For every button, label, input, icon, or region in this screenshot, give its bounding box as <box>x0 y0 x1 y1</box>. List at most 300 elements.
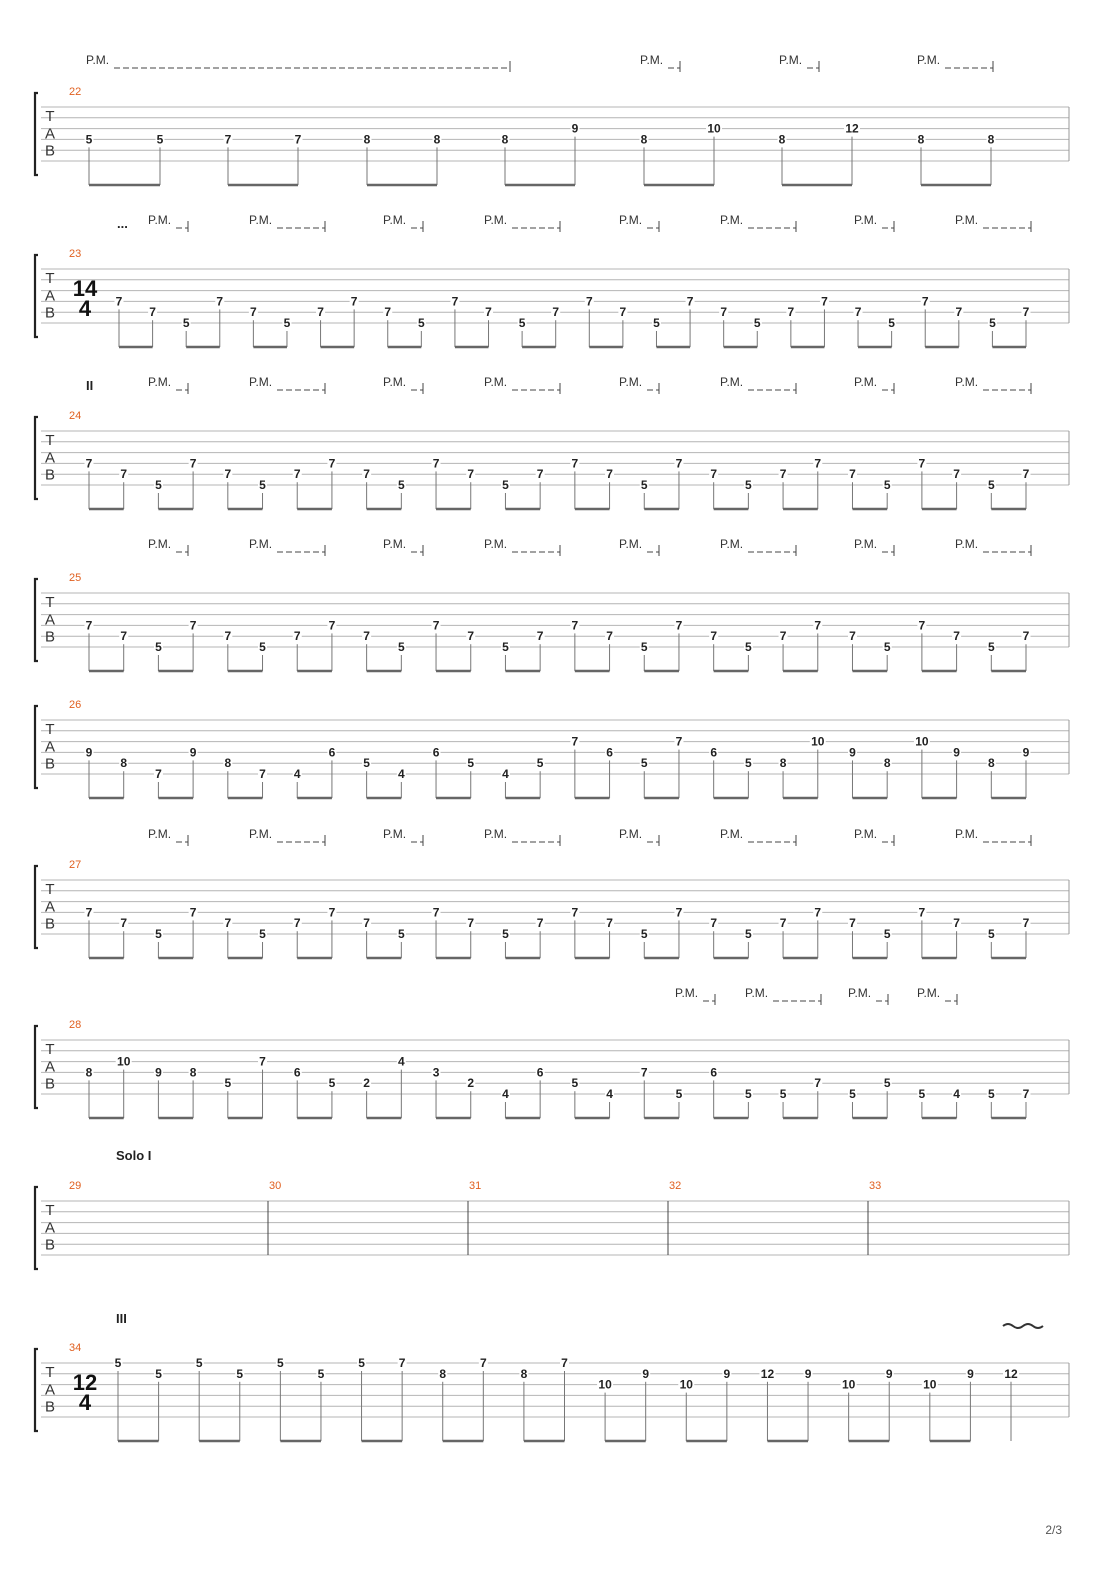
fret-number: 5 <box>779 1087 787 1101</box>
fret-number: 4 <box>606 1087 613 1101</box>
fret-number: 7 <box>1022 467 1030 482</box>
fret-number: 7 <box>85 456 93 471</box>
palm-mute-label: P.M. <box>383 827 407 841</box>
fret-number: 8 <box>363 132 371 147</box>
fret-number: 5 <box>849 1087 856 1101</box>
fret-number: 6 <box>536 1065 544 1080</box>
fret-number: 7 <box>85 618 93 633</box>
fret-number: 4 <box>397 767 405 781</box>
fret-number: 7 <box>606 629 613 644</box>
tab-clef-letter: B <box>44 466 56 484</box>
fret-number: 7 <box>328 456 336 471</box>
fret-number: 7 <box>814 618 822 633</box>
fret-number: 10 <box>679 1377 693 1392</box>
tab-system <box>35 53 1069 185</box>
tab-system <box>35 986 1069 1118</box>
tab-clef-letter: A <box>44 738 56 756</box>
palm-mute-label: P.M. <box>955 375 979 389</box>
palm-mute-label: P.M. <box>917 986 941 1000</box>
fret-number: 7 <box>328 618 336 633</box>
fret-number: 9 <box>189 745 197 760</box>
fret-number: 7 <box>921 294 929 309</box>
fret-number: 7 <box>606 467 613 482</box>
fret-number: 4 <box>953 1087 960 1101</box>
palm-mute-label: P.M. <box>854 827 878 841</box>
fret-number: 7 <box>779 916 787 931</box>
fret-number: 9 <box>155 1065 162 1080</box>
tab-system <box>35 827 1069 958</box>
fret-number: 4 <box>502 767 509 781</box>
fret-number: 7 <box>224 467 232 482</box>
palm-mute-label: P.M. <box>484 827 508 841</box>
palm-mute-label: P.M. <box>640 53 664 67</box>
palm-mute-label: P.M. <box>779 53 803 67</box>
palm-mute-label: P.M. <box>484 213 508 227</box>
palm-mute-label: P.M. <box>148 375 172 389</box>
time-signature-top: 14 <box>72 276 98 301</box>
palm-mute-label: P.M. <box>619 537 643 551</box>
palm-mute-label: P.M. <box>249 375 273 389</box>
fret-number: 7 <box>536 916 544 931</box>
tab-system <box>35 1311 1069 1441</box>
fret-number: 7 <box>363 467 370 482</box>
fret-number: 3 <box>432 1065 440 1080</box>
fret-number: 5 <box>640 640 648 654</box>
fret-number: 7 <box>606 916 613 931</box>
tab-clef-letter: A <box>44 898 56 916</box>
palm-mute-label: P.M. <box>675 986 699 1000</box>
fret-number: 7 <box>552 305 560 320</box>
palm-mute-label: P.M. <box>848 986 872 1000</box>
fret-number: 7 <box>432 905 440 920</box>
fret-number: 7 <box>224 629 232 644</box>
fret-number: 7 <box>918 618 926 633</box>
fret-number: 7 <box>536 467 544 482</box>
fret-number: 7 <box>814 1076 822 1091</box>
staff-bracket <box>35 706 38 788</box>
fret-number: 5 <box>745 478 752 492</box>
fret-number: 9 <box>849 745 856 760</box>
fret-number: 7 <box>224 132 232 147</box>
tab-clef-letter: T <box>45 270 55 287</box>
fret-number: 5 <box>224 1076 232 1091</box>
staff-bracket <box>35 1026 38 1108</box>
fret-number: 7 <box>485 305 492 320</box>
tab-clef-letter: A <box>44 1058 56 1076</box>
fret-number: 5 <box>114 1356 122 1370</box>
fret-number: 5 <box>989 316 996 330</box>
tab-clef-letter: T <box>45 432 55 449</box>
fret-number: 7 <box>350 294 358 309</box>
tab-clef-letter: B <box>44 628 56 646</box>
fret-number: 9 <box>967 1366 974 1381</box>
time-signature-bottom: 4 <box>78 1390 92 1415</box>
fret-number: 7 <box>479 1356 487 1370</box>
tab-clef-letter: B <box>44 915 56 933</box>
fret-number: 7 <box>710 629 718 644</box>
fret-number: 7 <box>953 916 960 931</box>
fret-number: 7 <box>536 629 544 644</box>
tab-clef-letter: B <box>44 142 56 160</box>
fret-number: 5 <box>883 478 891 492</box>
fret-number: 5 <box>317 1366 325 1381</box>
tab-clef-letter: T <box>45 1041 55 1058</box>
fret-number: 5 <box>745 1087 752 1101</box>
fret-number: 10 <box>841 1377 856 1392</box>
fret-number: 5 <box>987 927 995 941</box>
fret-number: 7 <box>710 916 718 931</box>
fret-number: 7 <box>585 294 593 309</box>
fret-number: 7 <box>293 916 301 931</box>
tab-clef-letter: T <box>45 1202 55 1219</box>
fret-number: 9 <box>642 1366 650 1381</box>
measure-number: 32 <box>669 1180 682 1192</box>
measure-number: 33 <box>869 1180 882 1192</box>
fret-number: 12 <box>760 1366 775 1381</box>
fret-number: 9 <box>804 1366 812 1381</box>
fret-number: 5 <box>328 1076 336 1091</box>
fret-number: 7 <box>467 467 475 482</box>
fret-number: 7 <box>328 905 336 920</box>
text-mark: Solo I <box>116 1148 152 1163</box>
fret-number: 7 <box>849 467 856 482</box>
fret-number: 5 <box>155 640 162 654</box>
fret-number: 5 <box>536 756 544 771</box>
fret-number: 6 <box>710 1065 718 1080</box>
palm-mute-label: P.M. <box>619 375 643 389</box>
fret-number: 5 <box>918 1087 926 1101</box>
fret-number: 2 <box>467 1076 475 1091</box>
palm-mute-label: P.M. <box>484 537 508 551</box>
fret-number: 5 <box>363 756 370 771</box>
fret-number: 7 <box>293 629 301 644</box>
time-signature-top: 12 <box>72 1370 98 1395</box>
palm-mute-label: P.M. <box>955 537 979 551</box>
fret-number: 8 <box>779 756 787 771</box>
tab-system <box>35 213 1069 347</box>
fret-number: 6 <box>432 745 440 760</box>
fret-number: 5 <box>85 132 93 147</box>
fret-number: 5 <box>467 756 475 771</box>
tab-clef-letter: A <box>44 1381 56 1399</box>
fret-number: 7 <box>814 905 822 920</box>
fret-number: 4 <box>397 1054 405 1069</box>
fret-number: 5 <box>155 1366 162 1381</box>
measure-number: 22 <box>69 86 82 98</box>
fret-number: 5 <box>753 316 761 330</box>
fret-number: 5 <box>640 927 648 941</box>
fret-number: 5 <box>640 478 648 492</box>
fret-number: 9 <box>1022 745 1030 760</box>
page-number: 2/3 <box>1045 1523 1062 1537</box>
fret-number: 7 <box>1022 305 1030 320</box>
fret-number: 12 <box>1004 1366 1018 1381</box>
palm-mute-label: P.M. <box>720 213 744 227</box>
fret-number: 7 <box>1022 1087 1030 1101</box>
time-signature-bottom: 4 <box>78 296 92 321</box>
fret-number: 8 <box>224 756 232 771</box>
fret-number: 10 <box>598 1377 612 1392</box>
fret-number: 7 <box>432 456 440 471</box>
fret-number: 7 <box>849 629 856 644</box>
palm-mute-label: P.M. <box>86 53 110 67</box>
fret-number: 8 <box>120 756 128 771</box>
text-mark: ... <box>117 216 128 231</box>
tab-system <box>35 537 1069 671</box>
tab-clef-letter: A <box>44 449 56 467</box>
palm-mute-label: P.M. <box>854 213 878 227</box>
palm-mute-label: P.M. <box>955 213 979 227</box>
vibrato-mark <box>1003 1324 1043 1328</box>
palm-mute-label: P.M. <box>249 537 273 551</box>
tab-clef-letter: B <box>44 755 56 773</box>
fret-number: 5 <box>883 927 891 941</box>
fret-number: 7 <box>675 618 683 633</box>
fret-number: 8 <box>987 132 995 147</box>
fret-number: 5 <box>259 927 266 941</box>
fret-number: 7 <box>120 916 128 931</box>
tab-clef-letter: T <box>45 108 55 125</box>
fret-number: 8 <box>778 132 786 147</box>
fret-number: 7 <box>675 734 683 749</box>
fret-number: 8 <box>917 132 925 147</box>
fret-number: 7 <box>675 456 683 471</box>
text-mark: II <box>86 378 94 393</box>
fret-number: 6 <box>328 745 336 760</box>
palm-mute-label: P.M. <box>854 537 878 551</box>
fret-number: 8 <box>85 1065 93 1080</box>
palm-mute-label: P.M. <box>955 827 979 841</box>
measure-number: 24 <box>69 410 82 422</box>
tab-clef-letter: A <box>44 611 56 629</box>
text-mark: III <box>116 1311 127 1326</box>
fret-number: 8 <box>433 132 441 147</box>
palm-mute-label: P.M. <box>720 827 744 841</box>
fret-number: 5 <box>987 1087 995 1101</box>
fret-number: 7 <box>571 456 579 471</box>
tab-clef-letter: T <box>45 721 55 738</box>
fret-number: 5 <box>397 478 405 492</box>
fret-number: 5 <box>745 927 752 941</box>
fret-number: 5 <box>675 1087 683 1101</box>
staff-bracket <box>35 93 38 175</box>
fret-number: 9 <box>85 745 93 760</box>
fret-number: 9 <box>571 121 579 136</box>
fret-number: 7 <box>85 905 93 920</box>
fret-number: 7 <box>675 905 683 920</box>
fret-number: 7 <box>216 294 224 309</box>
palm-mute-label: P.M. <box>383 537 407 551</box>
palm-mute-label: P.M. <box>484 375 508 389</box>
palm-mute-label: P.M. <box>383 375 407 389</box>
fret-number: 8 <box>883 756 891 771</box>
staff-bracket <box>35 1349 38 1431</box>
fret-number: 5 <box>883 640 891 654</box>
palm-mute-label: P.M. <box>148 827 172 841</box>
measure-number: 28 <box>69 1019 82 1031</box>
tab-clef-letter: B <box>44 1075 56 1093</box>
measure-number: 27 <box>69 859 82 871</box>
fret-number: 7 <box>189 456 197 471</box>
tab-clef-letter: T <box>45 881 55 898</box>
fret-number: 8 <box>189 1065 197 1080</box>
fret-number: 7 <box>115 294 123 309</box>
fret-number: 7 <box>189 618 197 633</box>
fret-number: 7 <box>467 629 475 644</box>
fret-number: 5 <box>987 478 995 492</box>
fret-number: 4 <box>502 1087 509 1101</box>
fret-number: 5 <box>518 316 526 330</box>
staff-bracket <box>35 866 38 948</box>
fret-number: 7 <box>432 618 440 633</box>
fret-number: 7 <box>779 629 787 644</box>
fret-number: 5 <box>195 1356 203 1370</box>
fret-number: 7 <box>224 916 232 931</box>
fret-number: 7 <box>120 467 128 482</box>
fret-number: 7 <box>918 905 926 920</box>
palm-mute-label: P.M. <box>148 213 172 227</box>
fret-number: 9 <box>723 1366 731 1381</box>
fret-number: 7 <box>398 1356 406 1370</box>
fret-number: 5 <box>745 756 752 771</box>
fret-number: 8 <box>439 1366 447 1381</box>
measure-number: 23 <box>69 248 82 260</box>
fret-number: 5 <box>745 640 752 654</box>
fret-number: 5 <box>640 756 648 771</box>
fret-number: 7 <box>953 629 960 644</box>
palm-mute-label: P.M. <box>720 375 744 389</box>
palm-mute-label: P.M. <box>854 375 878 389</box>
fret-number: 5 <box>182 316 190 330</box>
fret-number: 5 <box>987 640 995 654</box>
fret-number: 10 <box>707 121 721 136</box>
fret-number: 7 <box>571 734 579 749</box>
fret-number: 5 <box>502 478 509 492</box>
fret-number: 8 <box>640 132 648 147</box>
tab-system <box>35 699 1069 798</box>
fret-number: 7 <box>821 294 828 309</box>
tab-clef-letter: A <box>44 125 56 143</box>
measure-number: 29 <box>69 1180 82 1192</box>
fret-number: 7 <box>259 1054 266 1069</box>
tab-clef-letter: A <box>44 287 56 305</box>
fret-number: 7 <box>779 467 787 482</box>
fret-number: 7 <box>120 629 128 644</box>
fret-number: 5 <box>277 1356 284 1370</box>
palm-mute-label: P.M. <box>249 827 273 841</box>
fret-number: 7 <box>467 916 475 931</box>
palm-mute-label: P.M. <box>720 537 744 551</box>
fret-number: 7 <box>686 294 694 309</box>
tab-clef-letter: B <box>44 304 56 322</box>
fret-number: 7 <box>451 294 459 309</box>
fret-number: 5 <box>397 927 405 941</box>
fret-number: 9 <box>885 1366 893 1381</box>
fret-number: 10 <box>923 1377 937 1392</box>
palm-mute-label: P.M. <box>917 53 941 67</box>
palm-mute-label: P.M. <box>619 827 643 841</box>
fret-number: 5 <box>259 478 266 492</box>
measure-number: 30 <box>269 1180 282 1192</box>
fret-number: 8 <box>987 756 995 771</box>
palm-mute-label: P.M. <box>249 213 273 227</box>
fret-number: 10 <box>117 1054 131 1069</box>
fret-number: 7 <box>1022 916 1030 931</box>
fret-number: 5 <box>259 640 266 654</box>
fret-number: 7 <box>849 916 856 931</box>
staff-bracket <box>35 255 38 337</box>
tab-system <box>35 375 1069 509</box>
fret-number: 12 <box>845 121 859 136</box>
fret-number: 7 <box>787 305 795 320</box>
fret-number: 4 <box>293 767 301 781</box>
fret-number: 7 <box>363 916 370 931</box>
tab-clef-letter: T <box>45 594 55 611</box>
fret-number: 7 <box>155 767 162 781</box>
fret-number: 5 <box>283 316 291 330</box>
fret-number: 5 <box>883 1076 891 1091</box>
fret-number: 5 <box>417 316 425 330</box>
fret-number: 5 <box>397 640 405 654</box>
fret-number: 7 <box>710 467 718 482</box>
fret-number: 6 <box>293 1065 301 1080</box>
fret-number: 7 <box>317 305 324 320</box>
fret-number: 5 <box>236 1366 244 1381</box>
tab-clef-letter: B <box>44 1398 56 1416</box>
palm-mute-label: P.M. <box>745 986 769 1000</box>
fret-number: 7 <box>259 767 266 781</box>
fret-number: 7 <box>561 1356 568 1370</box>
tab-clef-letter: B <box>44 1236 56 1254</box>
fret-number: 5 <box>502 640 509 654</box>
staff-bracket <box>35 579 38 661</box>
fret-number: 7 <box>619 305 627 320</box>
fret-number: 5 <box>155 927 162 941</box>
measure-number: 26 <box>69 699 82 711</box>
fret-number: 2 <box>363 1076 370 1091</box>
tab-system <box>35 1148 1069 1269</box>
staff-bracket <box>35 1187 38 1269</box>
fret-number: 5 <box>653 316 660 330</box>
staff-bracket <box>35 417 38 499</box>
tab-clef-letter: A <box>44 1219 56 1237</box>
palm-mute-label: P.M. <box>148 537 172 551</box>
fret-number: 7 <box>955 305 963 320</box>
fret-number: 5 <box>502 927 509 941</box>
fret-number: 5 <box>156 132 164 147</box>
fret-number: 7 <box>640 1065 648 1080</box>
fret-number: 7 <box>1022 629 1030 644</box>
fret-number: 7 <box>814 456 822 471</box>
fret-number: 6 <box>710 745 718 760</box>
fret-number: 7 <box>854 305 862 320</box>
measure-number: 25 <box>69 572 82 584</box>
fret-number: 5 <box>155 478 162 492</box>
fret-number: 7 <box>384 305 392 320</box>
fret-number: 7 <box>953 467 960 482</box>
measure-number: 31 <box>469 1180 482 1192</box>
tab-clef-letter: T <box>45 1364 55 1381</box>
fret-number: 8 <box>520 1366 528 1381</box>
fret-number: 6 <box>606 745 613 760</box>
fret-number: 10 <box>811 734 825 749</box>
fret-number: 7 <box>918 456 926 471</box>
fret-number: 7 <box>293 467 301 482</box>
measure-number: 34 <box>69 1342 82 1354</box>
fret-number: 7 <box>189 905 197 920</box>
fret-number: 7 <box>363 629 370 644</box>
fret-number: 8 <box>501 132 509 147</box>
